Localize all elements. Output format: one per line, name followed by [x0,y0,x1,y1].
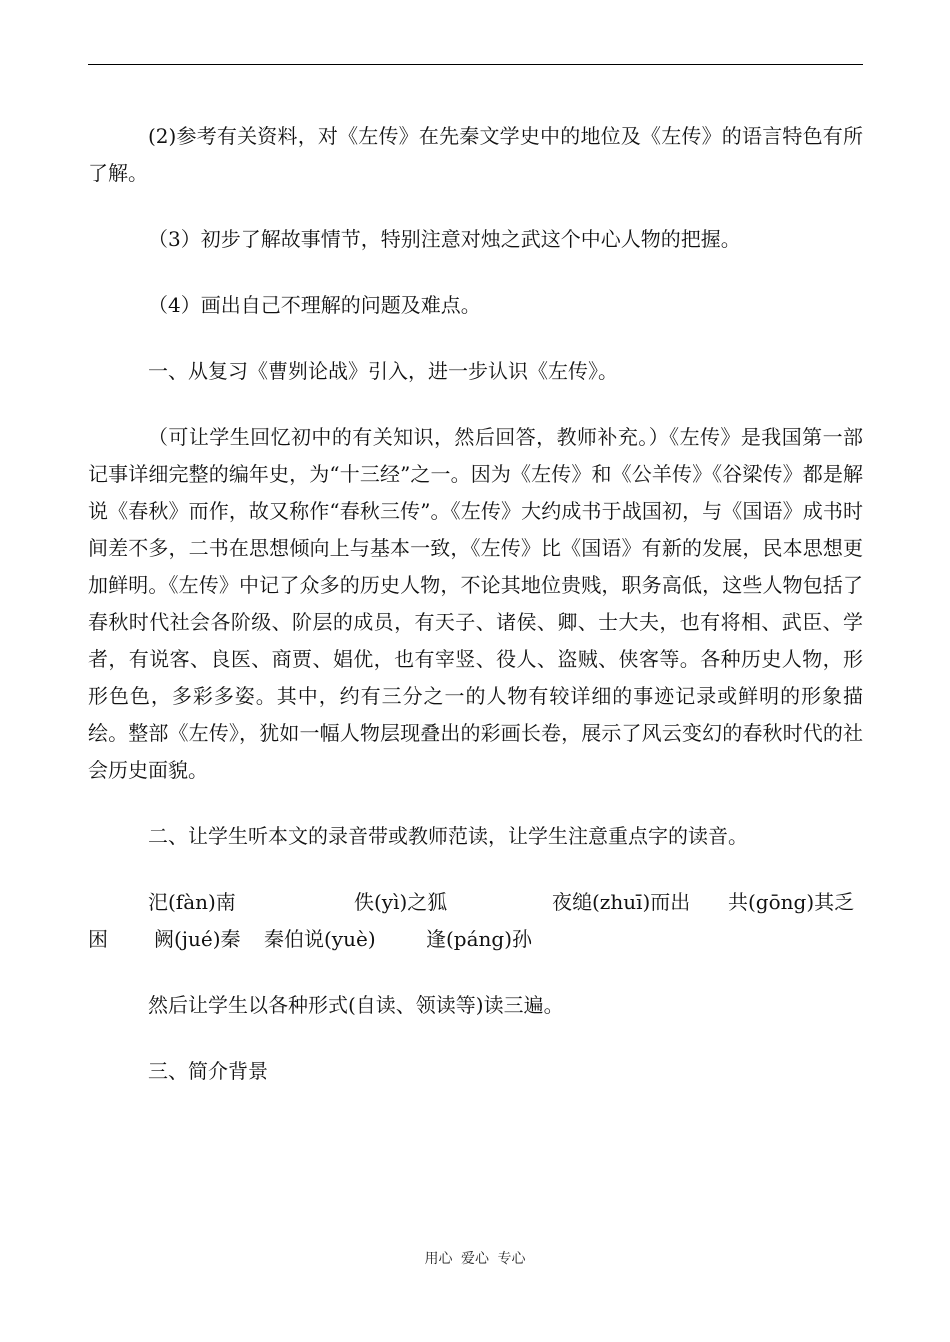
paragraph-difficulties: （4）画出自己不理解的问题及难点。 [148,293,481,317]
section-heading-introduction: 一、从复习《曹刿论战》引入，进一步认识《左传》。 [148,359,618,383]
page-footer: 用心 爱心 专心 [424,1251,526,1267]
pronunciation-item-continuation: 困 [88,927,108,951]
paragraph-reference-materials: (2)参考有关资料，对《左传》在先秦文学史中的地位及《左传》的语言特色有所了解。 [88,124,863,185]
header-rule [88,64,863,65]
paragraph-reading-practice: 然后让学生以各种形式(自读、领读等)读三遍。 [148,993,564,1017]
pronunciation-item: 夜缒(zhuī)而出 [552,890,691,914]
pronunciation-item: 阙(jué)秦 [154,927,241,951]
pronunciation-item: 逢(páng)孙 [426,927,533,951]
pronunciation-list [88,884,863,958]
pronunciation-item: 共(gōng)其乏 [728,890,855,914]
section-heading-listening: 二、让学生听本文的录音带或教师范读，让学生注意重点字的读音。 [148,824,748,848]
section-heading-background: 三、简介背景 [148,1059,268,1083]
paragraph-zuozhuan-overview: （可让学生回忆初中的有关知识，然后回答，教师补充。）《左传》是我国第一部记事详细完整的编年史，为“十三经”之一。因为《左传》和《公羊传》《谷梁传》都是解说《春秋》而作，故又称作“春秋三传”。《左传》大约成书于战国初，与《国语》成书时间差不多，二书在思想倾向上与基本一致，《左传》比《国语》有新的发展，民本思想更加鲜明。《左传》中记了众多的历史人物，不论其地位贵贱，职务高低，这些人物包括了春秋时代社会各阶级、阶层的成员，有天子、诸侯、卿、士大夫，也有将相、武臣、学者，有说客、良医、商贾、娼优，也有宰竖、役人、盗贼、侠客等。各种历史人物，形形色色，多彩多姿。其中，约有三分之一的人物有较详细的事迹记录或鲜明的形象描绘。整部《左传》，犹如一幅人物层现叠出的彩画长卷，展示了风云变幻的春秋时代的社会历史面貌。 [88,425,863,782]
document-body [88,118,863,1090]
pronunciation-item: 佚(yì)之狐 [354,890,448,914]
pronunciation-item: 秦伯说(yuè) [264,927,376,951]
paragraph-story-plot: （3）初步了解故事情节，特别注意对烛之武这个中心人物的把握。 [148,227,741,251]
pronunciation-item: 汜(fàn)南 [148,890,236,914]
